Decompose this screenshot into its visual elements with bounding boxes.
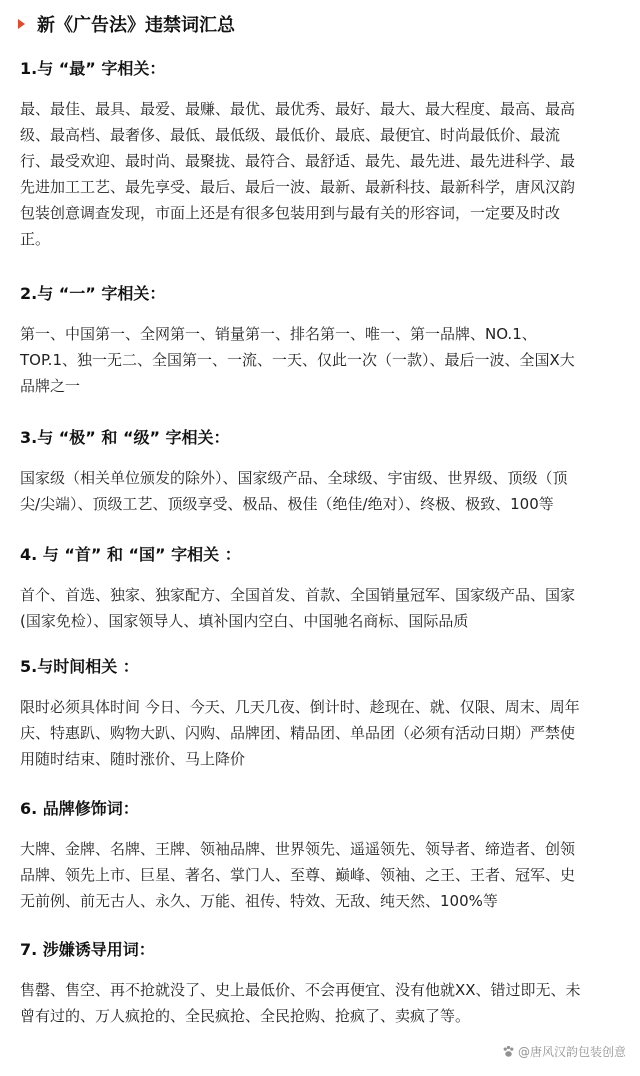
section-shou-guo (20, 543, 630, 634)
section-body (20, 836, 630, 914)
section-heading: 1.与 “最” 字相关： (20, 59, 166, 78)
section-zui (20, 57, 630, 252)
body-line: 国家级（相关单位颁发的除外）、国家级产品、全球级、宇宙级、世界级、顶级（顶 (20, 469, 568, 487)
watermark-text: @唐风汉韵包装创意 (517, 1045, 626, 1059)
body-line: 曾有过的、万人疯抢的、全民疯抢、全民抢购、抢疯了、卖疯了等。 (20, 1007, 471, 1025)
body-line: 售罄、售空、再不抢就没了、史上最低价、不会再便宜、没有他就XX、错过即无、未 (20, 981, 581, 999)
section-body (20, 694, 630, 772)
body-line: 先进加工工艺、最先享受、最后、最后一波、最新、最新科技、最新科学，唐风汉韵 (20, 178, 576, 196)
section-body (20, 465, 630, 517)
page-title: 新《广告法》违禁词汇总 (37, 15, 235, 36)
body-line: TOP.1、独一无二、全国第一、一流、一天、仅此一次（一款）、最后一波、全国X大 (20, 351, 575, 369)
triangle-marker-icon (18, 19, 25, 29)
body-line: 庆、特惠趴、购物大趴、闪购、品牌团、精品团、单品团（必须有活动日期）严禁使 (20, 724, 576, 742)
section-body (20, 582, 630, 634)
body-line: 大牌、金牌、名牌、王牌、领袖品牌、世界领先、遥遥领先、领导者、缔造者、创领 (20, 840, 576, 858)
body-line: 最、最佳、最具、最爱、最赚、最优、最优秀、最好、最大、最大程度、最高、最高 (20, 100, 576, 118)
body-line: 第一、中国第一、全网第一、销量第一、排名第一、唯一、第一品牌、NO.1、 (20, 325, 537, 343)
section-ji (20, 426, 630, 517)
body-line: (国家免检）、国家领导人、填补国内空白、中国驰名商标、国际品质 (20, 612, 469, 630)
body-line: 用随时结束、随时涨价、马上降价 (20, 750, 246, 768)
section-body (20, 96, 630, 252)
body-line: 无前例、前无古人、永久、万能、祖传、特效、无敌、纯天然、100%等 (20, 892, 498, 910)
body-line: 尖/尖端）、顶级工艺、顶级享受、极品、极佳（绝佳/绝对）、终极、极致、100等 (20, 495, 554, 513)
section-heading: 4. 与 “首” 和 “国” 字相关 ： (20, 545, 241, 564)
document-title-row (18, 10, 235, 38)
section-heading: 2.与 “一” 字相关： (20, 284, 166, 303)
body-line: 正。 (20, 230, 51, 248)
body-line: 行、最受欢迎、最时尚、最聚拢、最符合、最舒适、最先、最先进、最先进科学、最 (20, 152, 576, 170)
section-heading: 5.与时间相关 ： (20, 657, 139, 676)
section-inducement (20, 938, 630, 1029)
body-line: 级、最高档、最奢侈、最低、最低级、最低价、最底、最便宜、时尚最低价、最流 (20, 126, 561, 144)
section-body (20, 977, 630, 1029)
section-heading: 7. 涉嫌诱导用词： (20, 940, 155, 959)
section-body (20, 321, 630, 399)
section-yi (20, 282, 630, 399)
section-brand (20, 797, 630, 914)
section-heading: 6. 品牌修饰词： (20, 799, 139, 818)
body-line: 限时必须具体时间 今日、今天、几天几夜、倒计时、趁现在、就、仅限、周末、周年 (20, 698, 580, 716)
body-line: 品牌、领先上市、巨星、著名、掌门人、至尊、巅峰、领袖、之王、王者、冠军、史 (20, 866, 576, 884)
body-line: 首个、首选、独家、独家配方、全国首发、首款、全国销量冠军、国家级产品、国家 (20, 586, 576, 604)
watermark (502, 1043, 626, 1060)
body-line: 包装创意调查发现，市面上还是有很多包装用到与最有关的形容词，一定要及时改 (20, 204, 561, 222)
body-line: 品牌之一 (20, 377, 81, 395)
section-heading: 3.与 “极” 和 “级” 字相关： (20, 428, 230, 447)
section-time (20, 655, 630, 772)
paw-icon (502, 1045, 515, 1058)
